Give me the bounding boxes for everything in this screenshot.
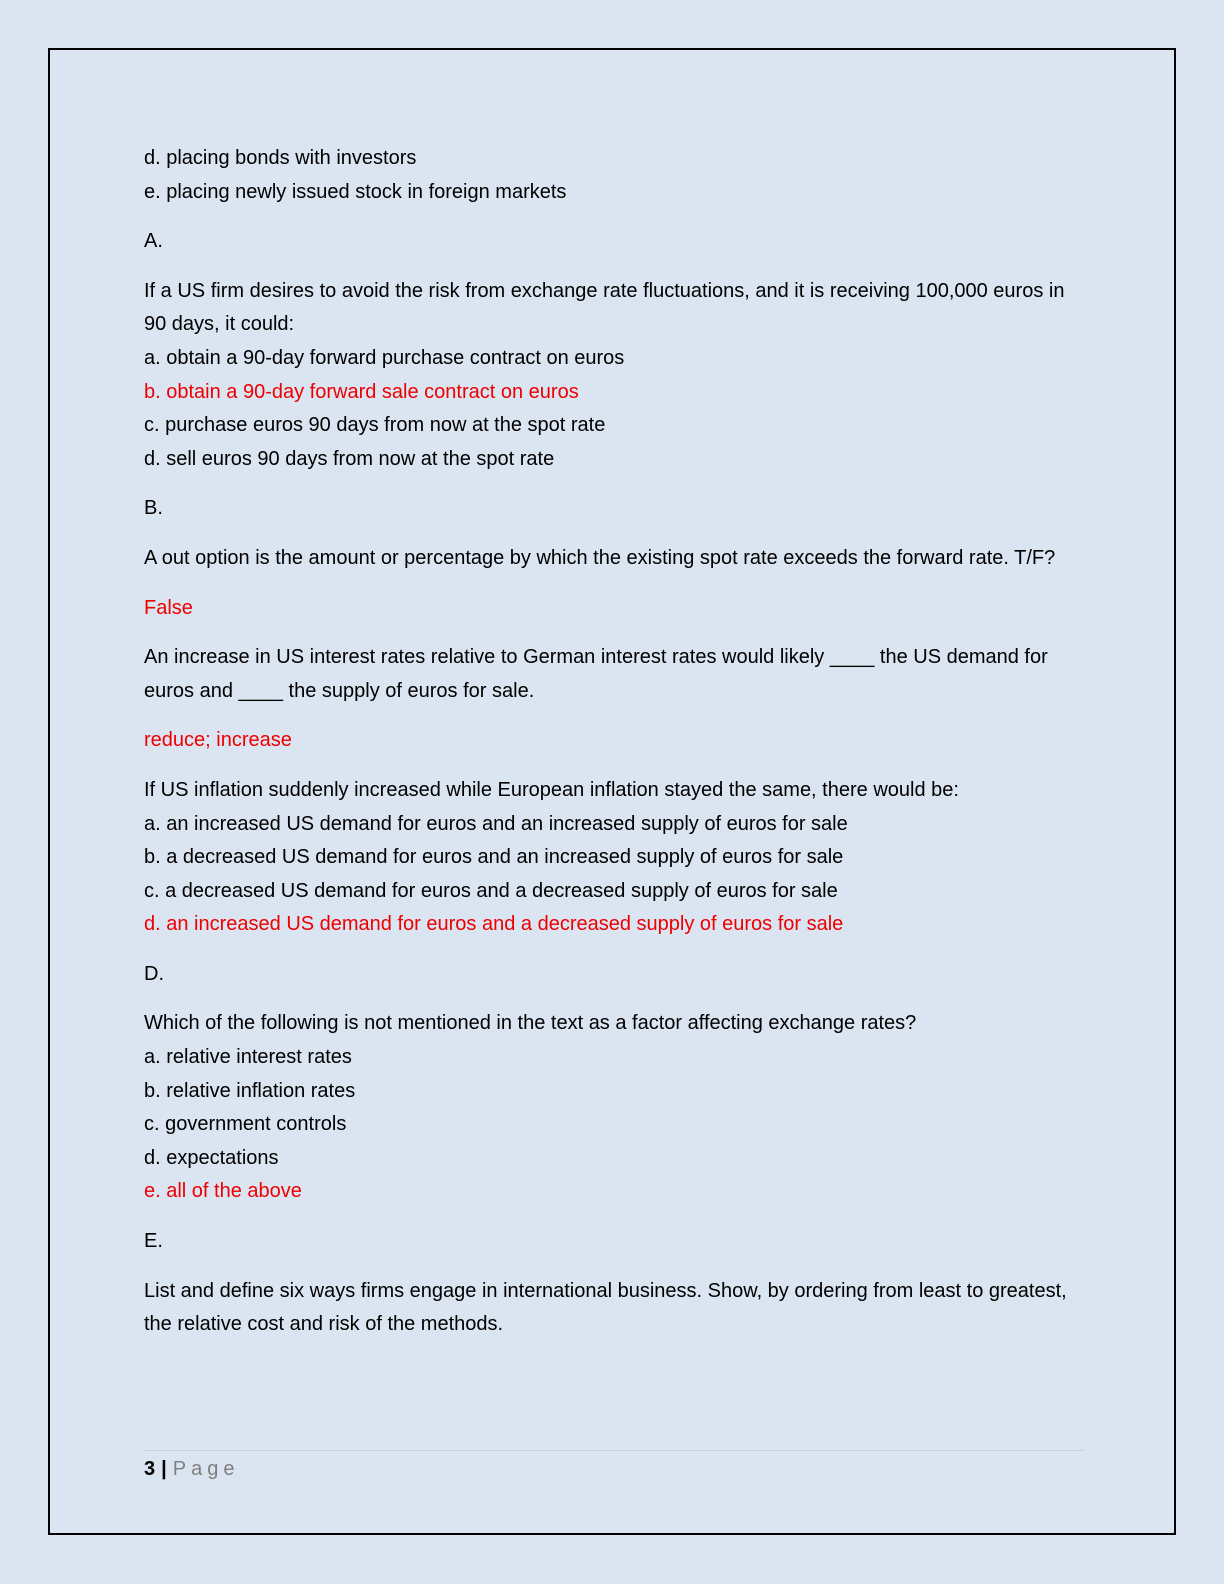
option-text: a. relative interest rates [144, 1046, 352, 1069]
page-number: 3 [144, 1458, 156, 1480]
footer-separator: | [161, 1458, 167, 1480]
option-text: d. placing bonds with investors [144, 147, 417, 169]
option-text: b. relative inflation rates [144, 1079, 356, 1102]
option-text: e. placing newly issued stock in foreign markets [144, 180, 567, 203]
page-content [144, 142, 1084, 1342]
option-text: c. a decreased US demand for euros and a decreased supply of euros for sale [144, 879, 838, 902]
page-label: Page [172, 1458, 240, 1480]
question-text: Which of the following is not mentioned in the text as a factor affecting exchange rates? [144, 1012, 917, 1035]
option-text: c. purchase euros 90 days from now at the spot rate [144, 414, 606, 437]
option-text: d. sell euros 90 days from now at the spot rate [144, 447, 555, 470]
page-footer [144, 1454, 239, 1484]
answer-letter: A. [144, 230, 163, 253]
option-text: a. obtain a 90-day forward purchase contract on euros [144, 346, 625, 369]
answer-letter: B. [144, 497, 163, 520]
option-text: a. an increased US demand for euros and an increased supply of euros for sale [144, 812, 848, 835]
answer-letter: D. [144, 962, 164, 985]
footer-divider [144, 1450, 1084, 1451]
option-text: c. government controls [144, 1113, 347, 1136]
answer-letter: E. [144, 1230, 163, 1253]
correct-option-text: e. all of the above [144, 1180, 302, 1203]
answer-text: False [144, 596, 193, 619]
correct-option-text: d. an increased US demand for euros and a decreased supply of euros for sale [144, 913, 844, 936]
correct-option-text: b. obtain a 90-day forward sale contract on euros [144, 380, 579, 403]
question-text: A out option is the amount or percentage by which the existing spot rate exceeds the forward rate. T/F? [144, 546, 1056, 569]
question-text: If a US firm desires to avoid the risk from exchange rate fluctuations, and it is receiving 100,000 euros in 90 days, it could: [144, 279, 1065, 336]
question-text: If US inflation suddenly increased while European inflation stayed the same, there would be: [144, 778, 959, 801]
option-text: d. expectations [144, 1146, 279, 1169]
option-text: b. a decreased US demand for euros and an increased supply of euros for sale [144, 846, 844, 869]
question-text: List and define six ways firms engage in international business. Show, by ordering from least to greatest, the relative cost and risk of the methods. [144, 1279, 1067, 1336]
answer-text: reduce; increase [144, 729, 292, 752]
question-text: An increase in US interest rates relative to German interest rates would likely ____ the US demand for euros and ____ the supply of euros for sale. [144, 646, 1048, 702]
